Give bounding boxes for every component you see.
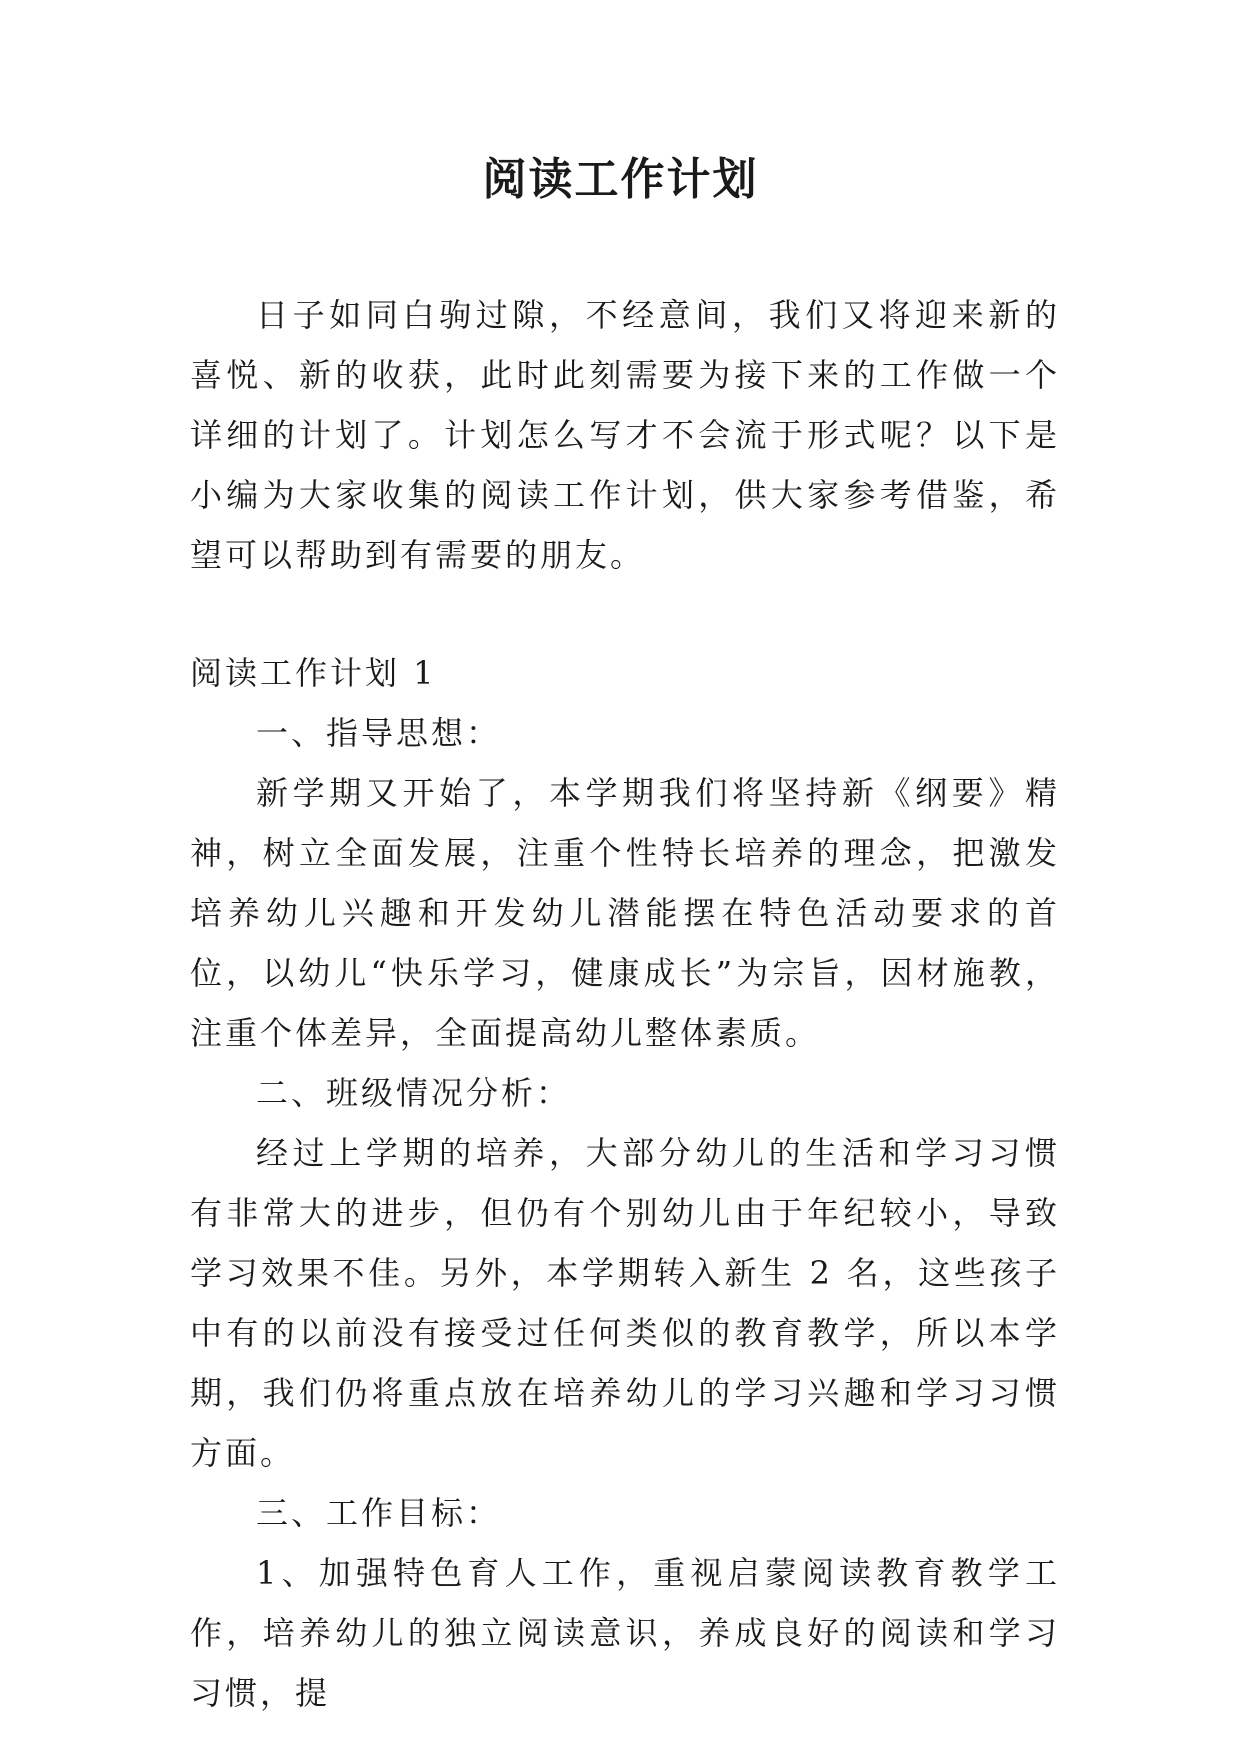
section-heading-work-goals: 三、工作目标： (256, 1494, 502, 1532)
section-heading-guiding-ideology: 一、指导思想： (256, 714, 502, 752)
section-heading-class-analysis: 二、班级情况分析： (256, 1074, 572, 1112)
paragraph-work-goal-1: 1、加强特色育人工作，重视启蒙阅读教育教学工作，培养幼儿的独立阅读意识，养成良好的阅读和学习习惯，提 (190, 1554, 1060, 1712)
document-body (190, 285, 1060, 1723)
section-title: 阅读工作计划 1 (190, 654, 437, 692)
paragraph-class-analysis: 经过上学期的培养，大部分幼儿的生活和学习习惯有非常大的进步，但仍有个别幼儿由于年纪较小，导致学习效果不佳。另外，本学期转入新生 2 名，这些孩子中有的以前没有接受过任何类似的教育教学，所以本学期，我们仍将重点放在培养幼儿的学习兴趣和学习习惯方面。 (190, 1134, 1060, 1472)
paragraph-spacer (190, 585, 1060, 643)
document-title: 阅读工作计划 (482, 154, 759, 205)
intro-paragraph: 日子如同白驹过隙，不经意间，我们又将迎来新的喜悦、新的收获，此时此刻需要为接下来的工作做一个详细的计划了。计划怎么写才不会流于形式呢？以下是小编为大家收集的阅读工作计划，供大家参考借鉴，希望可以帮助到有需要的朋友。 (190, 296, 1060, 574)
paragraph-guiding-ideology: 新学期又开始了，本学期我们将坚持新《纲要》精神，树立全面发展，注重个性特长培养的理念，把激发培养幼儿兴趣和开发幼儿潜能摆在特色活动要求的首位，以幼儿“快乐学习，健康成长”为宗旨，因材施教，注重个体差异，全面提高幼儿整体素质。 (190, 774, 1060, 1052)
